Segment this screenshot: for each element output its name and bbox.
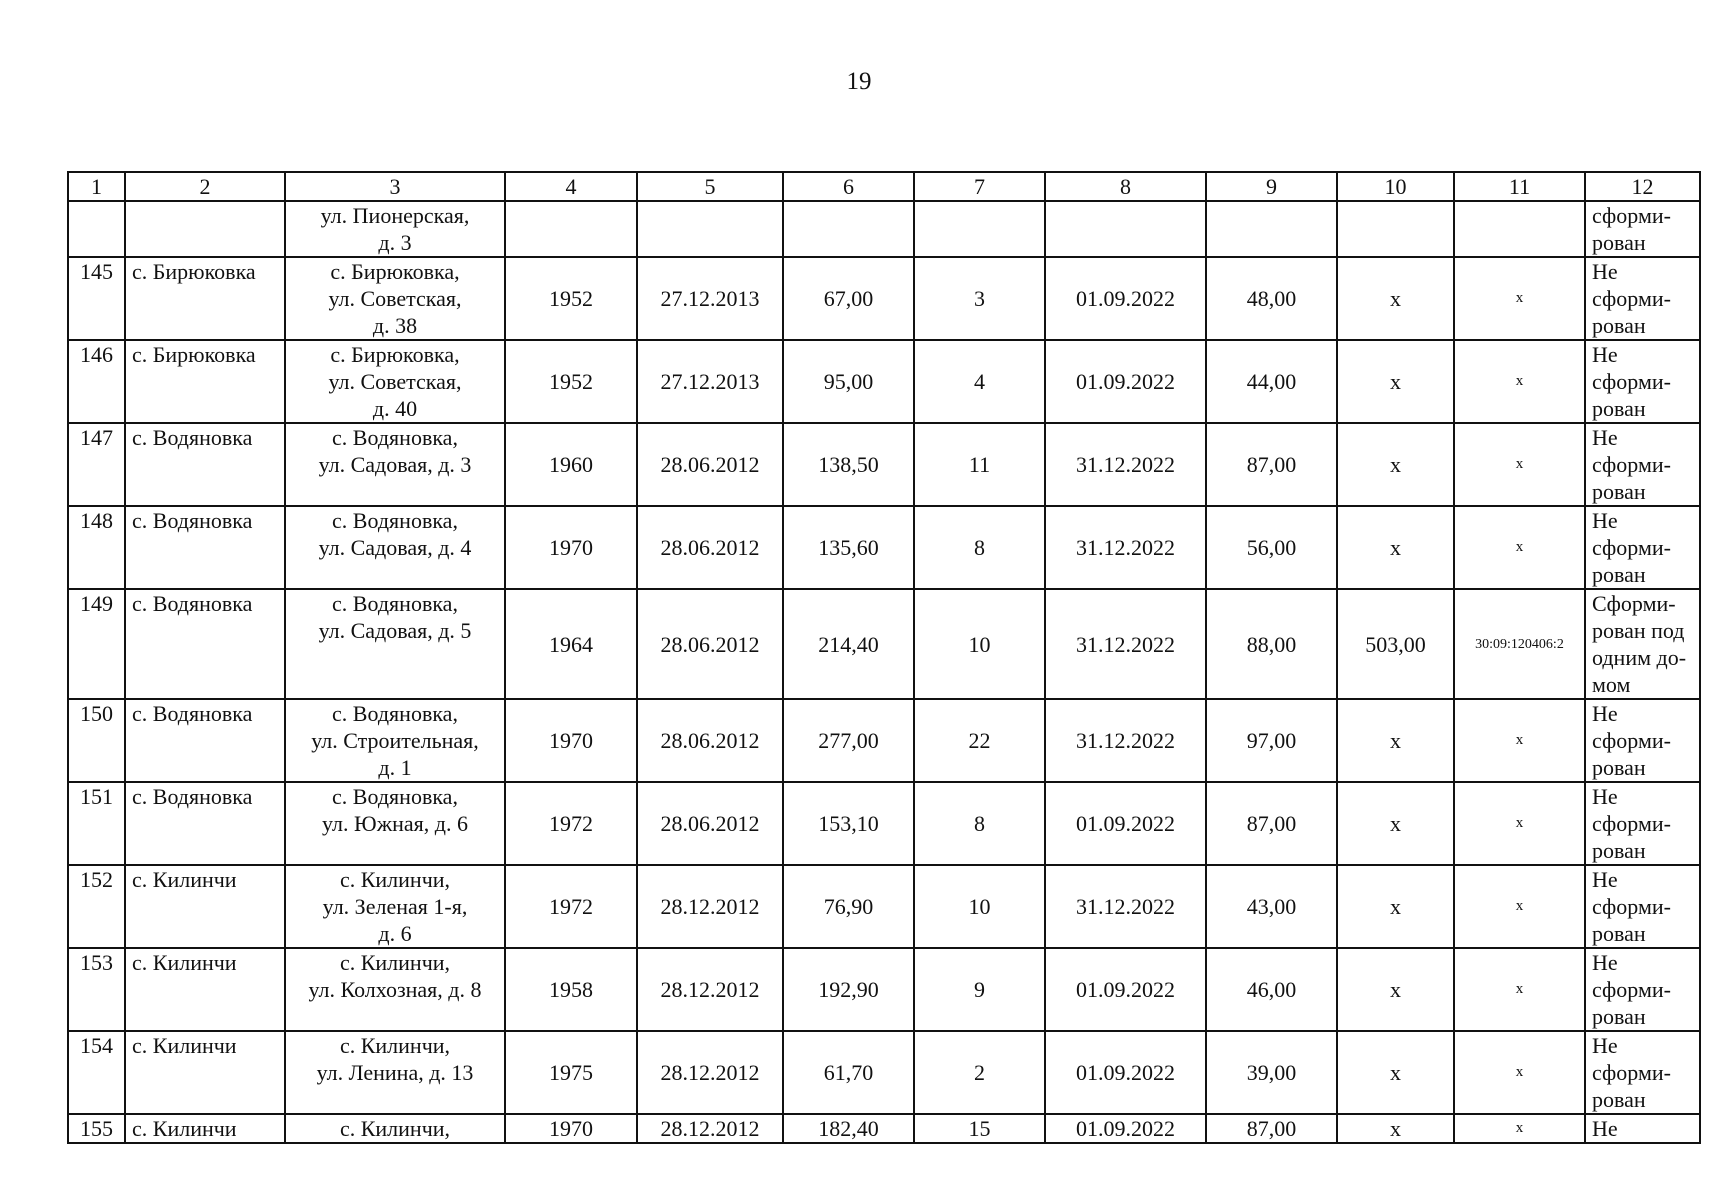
land-area: х [1337, 340, 1454, 423]
construction-year: 1972 [505, 782, 637, 865]
table-body [68, 201, 1700, 1143]
table-row [68, 1114, 1700, 1143]
residents-count: 10 [914, 865, 1045, 948]
land-area: х [1337, 699, 1454, 782]
cadastral-number: х [1454, 1114, 1585, 1143]
building-area [783, 201, 914, 257]
column-9-value: 97,00 [1206, 699, 1337, 782]
planned-date: 01.09.2022 [1045, 257, 1206, 340]
building-address: с. Килинчи, [285, 1114, 505, 1143]
settlement-name: с. Килинчи [125, 1114, 285, 1143]
land-plot-status: Не сформи- рован [1585, 506, 1700, 589]
building-area: 67,00 [783, 257, 914, 340]
cadastral-number: х [1454, 340, 1585, 423]
row-number: 153 [68, 948, 125, 1031]
column-header: 10 [1337, 172, 1454, 201]
cadastral-number: х [1454, 782, 1585, 865]
residents-count: 10 [914, 589, 1045, 699]
residents-count: 22 [914, 699, 1045, 782]
construction-year: 1972 [505, 865, 637, 948]
cadastral-number: х [1454, 257, 1585, 340]
row-number [68, 201, 125, 257]
cadastral-number: 30:09:120406:2 [1454, 589, 1585, 699]
column-9-value: 48,00 [1206, 257, 1337, 340]
land-plot-status: Не сформи- рован [1585, 699, 1700, 782]
land-plot-status: Не сформи- рован [1585, 948, 1700, 1031]
land-plot-status: Не сформи- рован [1585, 340, 1700, 423]
residents-count: 8 [914, 782, 1045, 865]
inclusion-date: 28.12.2012 [637, 1114, 783, 1143]
row-number: 155 [68, 1114, 125, 1143]
construction-year: 1952 [505, 340, 637, 423]
land-area: х [1337, 506, 1454, 589]
building-area: 153,10 [783, 782, 914, 865]
column-header: 11 [1454, 172, 1585, 201]
planned-date: 01.09.2022 [1045, 1114, 1206, 1143]
land-plot-status: Не сформи- рован [1585, 423, 1700, 506]
land-plot-status: Не сформи- рован [1585, 257, 1700, 340]
cadastral-number: х [1454, 1031, 1585, 1114]
land-area: х [1337, 948, 1454, 1031]
building-area: 61,70 [783, 1031, 914, 1114]
table-row [68, 1031, 1700, 1114]
construction-year: 1970 [505, 506, 637, 589]
column-9-value: 87,00 [1206, 782, 1337, 865]
column-9-value: 88,00 [1206, 589, 1337, 699]
residents-count [914, 201, 1045, 257]
inclusion-date: 28.06.2012 [637, 423, 783, 506]
table-row [68, 506, 1700, 589]
land-area: х [1337, 423, 1454, 506]
settlement-name: с. Водяновка [125, 423, 285, 506]
inclusion-date: 28.06.2012 [637, 699, 783, 782]
row-number: 147 [68, 423, 125, 506]
cadastral-number: х [1454, 865, 1585, 948]
building-address: с. Килинчи, ул. Зеленая 1-я, д. 6 [285, 865, 505, 948]
column-header: 8 [1045, 172, 1206, 201]
table-row [68, 782, 1700, 865]
inclusion-date: 28.06.2012 [637, 506, 783, 589]
residents-count: 9 [914, 948, 1045, 1031]
table-row [68, 865, 1700, 948]
inclusion-date: 28.12.2012 [637, 948, 783, 1031]
construction-year: 1952 [505, 257, 637, 340]
column-header: 1 [68, 172, 125, 201]
inclusion-date [637, 201, 783, 257]
planned-date: 01.09.2022 [1045, 340, 1206, 423]
land-area: х [1337, 865, 1454, 948]
header-row [68, 172, 1700, 201]
building-area: 214,40 [783, 589, 914, 699]
table-row [68, 340, 1700, 423]
building-address: с. Бирюковка, ул. Советская, д. 38 [285, 257, 505, 340]
planned-date: 31.12.2022 [1045, 589, 1206, 699]
row-number: 151 [68, 782, 125, 865]
column-9-value [1206, 201, 1337, 257]
building-address: с. Бирюковка, ул. Советская, д. 40 [285, 340, 505, 423]
building-address: с. Килинчи, ул. Ленина, д. 13 [285, 1031, 505, 1114]
planned-date: 31.12.2022 [1045, 423, 1206, 506]
table-row [68, 699, 1700, 782]
settlement-name: с. Водяновка [125, 589, 285, 699]
planned-date [1045, 201, 1206, 257]
row-number: 150 [68, 699, 125, 782]
cadastral-number: х [1454, 506, 1585, 589]
land-area: х [1337, 1031, 1454, 1114]
building-address: с. Водяновка, ул. Строительная, д. 1 [285, 699, 505, 782]
row-number: 145 [68, 257, 125, 340]
settlement-name: с. Бирюковка [125, 340, 285, 423]
residents-count: 11 [914, 423, 1045, 506]
inclusion-date: 27.12.2013 [637, 257, 783, 340]
settlement-name: с. Бирюковка [125, 257, 285, 340]
row-number: 152 [68, 865, 125, 948]
settlement-name: с. Килинчи [125, 865, 285, 948]
row-number: 146 [68, 340, 125, 423]
land-area: 503,00 [1337, 589, 1454, 699]
planned-date: 01.09.2022 [1045, 782, 1206, 865]
building-area: 182,40 [783, 1114, 914, 1143]
row-number: 154 [68, 1031, 125, 1114]
inclusion-date: 28.06.2012 [637, 782, 783, 865]
land-plot-status: Не сформи- рован [1585, 782, 1700, 865]
land-plot-status: Сформи- рован под одним до- мом [1585, 589, 1700, 699]
row-number: 149 [68, 589, 125, 699]
settlement-name: с. Водяновка [125, 699, 285, 782]
planned-date: 31.12.2022 [1045, 506, 1206, 589]
building-address: с. Водяновка, ул. Южная, д. 6 [285, 782, 505, 865]
inclusion-date: 27.12.2013 [637, 340, 783, 423]
column-header: 12 [1585, 172, 1700, 201]
construction-year: 1970 [505, 1114, 637, 1143]
construction-year: 1970 [505, 699, 637, 782]
column-header: 6 [783, 172, 914, 201]
row-number: 148 [68, 506, 125, 589]
page-number: 19 [846, 68, 872, 95]
construction-year: 1958 [505, 948, 637, 1031]
inclusion-date: 28.12.2012 [637, 865, 783, 948]
building-address: с. Водяновка, ул. Садовая, д. 3 [285, 423, 505, 506]
land-area: х [1337, 1114, 1454, 1143]
housing-register-table [67, 171, 1701, 1144]
land-area: х [1337, 782, 1454, 865]
column-header: 9 [1206, 172, 1337, 201]
planned-date: 01.09.2022 [1045, 1031, 1206, 1114]
building-address: ул. Пионерская, д. 3 [285, 201, 505, 257]
settlement-name: с. Водяновка [125, 506, 285, 589]
table-row [68, 201, 1700, 257]
residents-count: 8 [914, 506, 1045, 589]
building-area: 277,00 [783, 699, 914, 782]
planned-date: 31.12.2022 [1045, 699, 1206, 782]
residents-count: 2 [914, 1031, 1045, 1114]
building-area: 135,60 [783, 506, 914, 589]
column-9-value: 44,00 [1206, 340, 1337, 423]
planned-date: 31.12.2022 [1045, 865, 1206, 948]
inclusion-date: 28.06.2012 [637, 589, 783, 699]
cadastral-number: х [1454, 699, 1585, 782]
construction-year [505, 201, 637, 257]
column-header: 5 [637, 172, 783, 201]
building-area: 76,90 [783, 865, 914, 948]
land-area [1337, 201, 1454, 257]
column-header: 4 [505, 172, 637, 201]
column-header: 7 [914, 172, 1045, 201]
table-row [68, 589, 1700, 699]
settlement-name: с. Килинчи [125, 1031, 285, 1114]
construction-year: 1964 [505, 589, 637, 699]
residents-count: 3 [914, 257, 1045, 340]
building-address: с. Водяновка, ул. Садовая, д. 5 [285, 589, 505, 699]
residents-count: 4 [914, 340, 1045, 423]
building-area: 138,50 [783, 423, 914, 506]
column-9-value: 87,00 [1206, 423, 1337, 506]
building-area: 192,90 [783, 948, 914, 1031]
settlement-name: с. Килинчи [125, 948, 285, 1031]
building-address: с. Водяновка, ул. Садовая, д. 4 [285, 506, 505, 589]
land-plot-status: сформи- рован [1585, 201, 1700, 257]
column-header: 2 [125, 172, 285, 201]
cadastral-number: х [1454, 948, 1585, 1031]
column-header: 3 [285, 172, 505, 201]
settlement-name [125, 201, 285, 257]
cadastral-number [1454, 201, 1585, 257]
settlement-name: с. Водяновка [125, 782, 285, 865]
table-row [68, 948, 1700, 1031]
construction-year: 1975 [505, 1031, 637, 1114]
column-9-value: 43,00 [1206, 865, 1337, 948]
planned-date: 01.09.2022 [1045, 948, 1206, 1031]
land-plot-status: Не [1585, 1114, 1700, 1143]
construction-year: 1960 [505, 423, 637, 506]
column-9-value: 39,00 [1206, 1031, 1337, 1114]
column-9-value: 46,00 [1206, 948, 1337, 1031]
building-address: с. Килинчи, ул. Колхозная, д. 8 [285, 948, 505, 1031]
inclusion-date: 28.12.2012 [637, 1031, 783, 1114]
land-plot-status: Не сформи- рован [1585, 1031, 1700, 1114]
column-9-value: 56,00 [1206, 506, 1337, 589]
cadastral-number: х [1454, 423, 1585, 506]
land-area: х [1337, 257, 1454, 340]
table-row [68, 423, 1700, 506]
land-plot-status: Не сформи- рован [1585, 865, 1700, 948]
column-9-value: 87,00 [1206, 1114, 1337, 1143]
table-row [68, 257, 1700, 340]
building-area: 95,00 [783, 340, 914, 423]
residents-count: 15 [914, 1114, 1045, 1143]
